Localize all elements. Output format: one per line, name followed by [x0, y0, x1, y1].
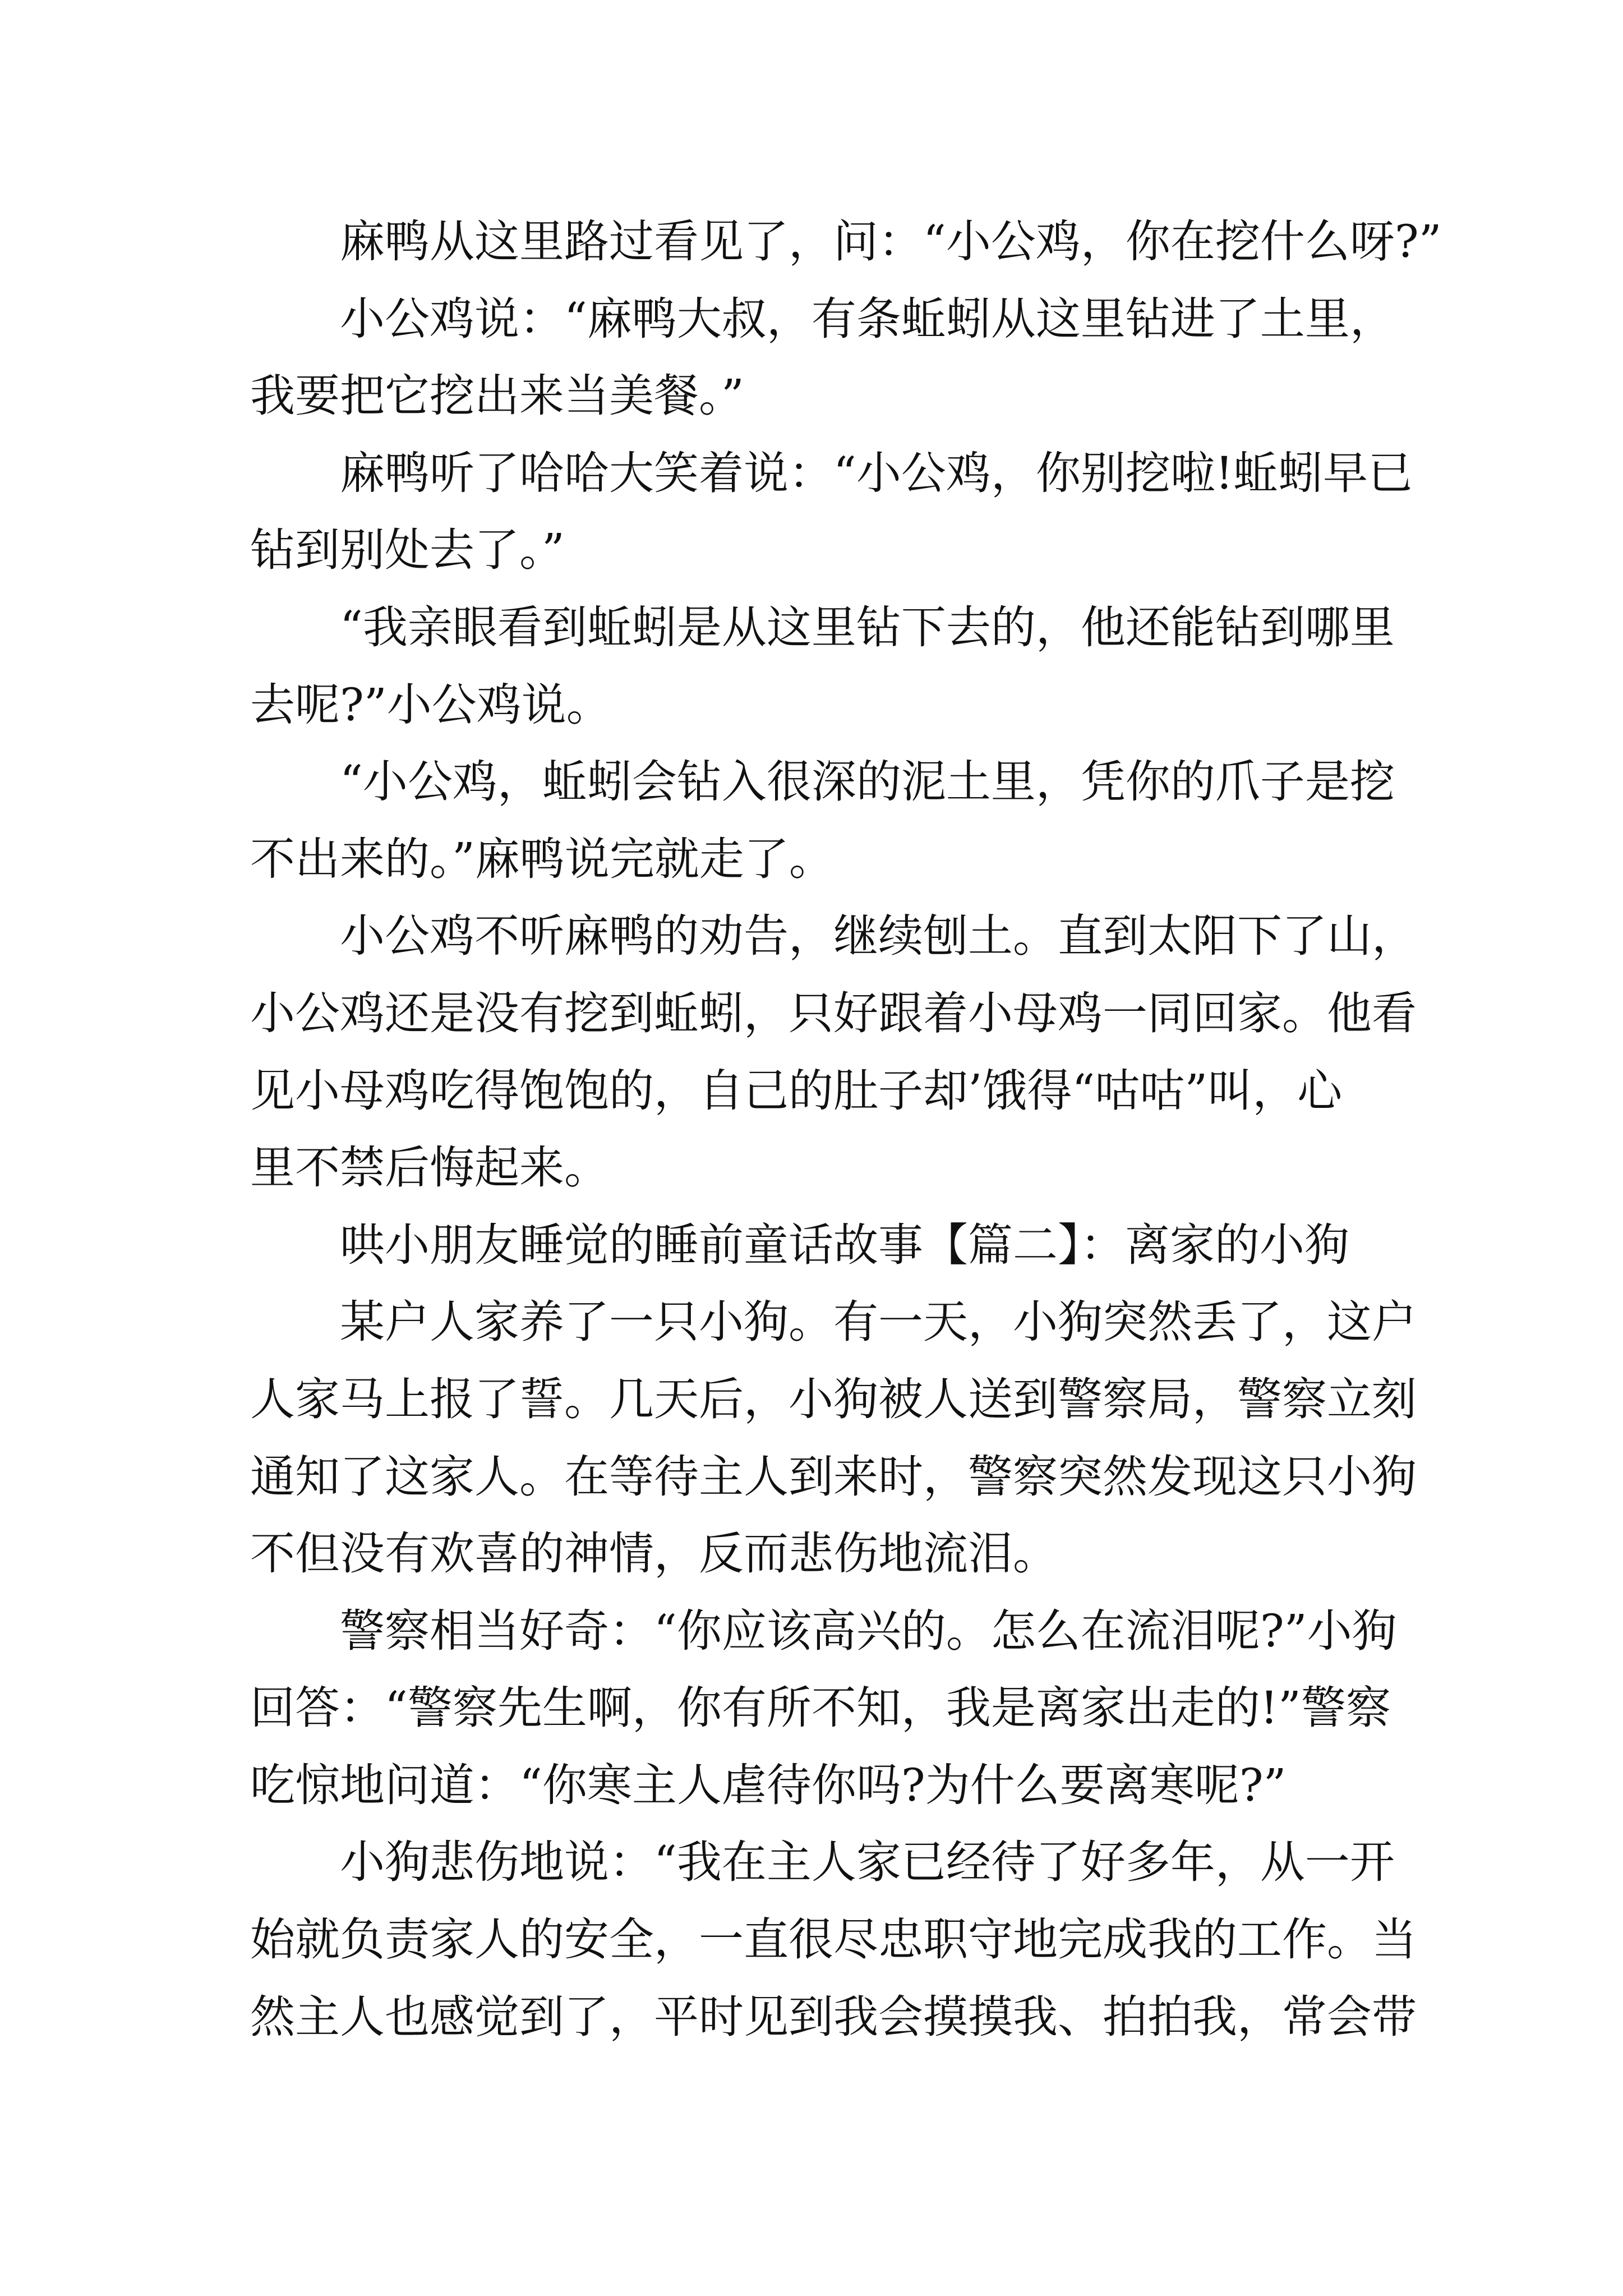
text-line: 人家马上报了誓。几天后，小狗被人送到警察局，警察立刻: [250, 1373, 1417, 1425]
text-line: 然主人也感觉到了，平时见到我会摸摸我、拍拍我，常会带: [250, 1990, 1417, 2043]
text-line: 麻鸭听了哈哈大笑着说：“小公鸡，你别挖啦!蚯蚓早已: [340, 447, 1413, 499]
text-line: 不出来的。”麻鸭说完就走了。: [250, 832, 834, 885]
text-line: “我亲眼看到蚯蚓是从这里钻下去的，他还能钻到哪里: [340, 601, 1395, 654]
text-line: “小公鸡，蚯蚓会钻入很深的泥土里，凭你的爪子是挖: [340, 756, 1395, 808]
text-line: 小公鸡说：“麻鸭大叔，有条蚯蚓从这里钻进了土里，: [340, 292, 1395, 345]
text-line: 我要把它挖出来当美餐。”: [250, 370, 744, 422]
body-text: [250, 203, 1442, 2055]
text-line: 小公鸡不听麻鸭的劝告，继续刨土。直到太阳下了山，: [340, 910, 1417, 963]
text-line: 里不禁后悔起来。: [250, 1142, 609, 1194]
text-line: 吃惊地问道：“你寒主人虐待你吗?为什么要离寒呢?”: [250, 1759, 1287, 1811]
text-line: 回答：“警察先生啊，你有所不知，我是离家出走的!”警察: [250, 1682, 1391, 1734]
text-line: 某户人家养了一只小狗。有一天，小狗突然丢了，这户: [340, 1296, 1417, 1349]
text-line: 见小母鸡吃得饱饱的，自己的肚子却’饿得“咕咕”叫，心: [250, 1064, 1343, 1117]
text-line: 去呢?”小公鸡说。: [250, 678, 611, 731]
text-line: 钻到别处去了。”: [250, 524, 565, 577]
text-line: 通知了这家人。在等待主人到来时，警察突然发现这只小狗: [250, 1450, 1417, 1503]
text-line: 麻鸭从这里路过看见了，问：“小公鸡，你在挖什么呀?”: [340, 215, 1442, 268]
text-line: 小公鸡还是没有挖到蚯蚓，只好跟着小母鸡一同回家。他看: [250, 987, 1417, 1039]
text-line: 哄小朋友睡觉的睡前童话故事【篇二】：离家的小狗: [340, 1218, 1349, 1271]
text-line: 始就负责家人的安全，一直很尽忠职守地完成我的工作。当: [250, 1913, 1417, 1966]
text-line: 警察相当好奇：“你应该高兴的。怎么在流泪呢?”小狗: [340, 1604, 1397, 1657]
text-line: 不但没有欢喜的神情，反而悲伤地流泪。: [250, 1527, 1058, 1580]
text-line: 小狗悲伤地说：“我在主人家已经待了好多年，从一开: [340, 1836, 1395, 1889]
